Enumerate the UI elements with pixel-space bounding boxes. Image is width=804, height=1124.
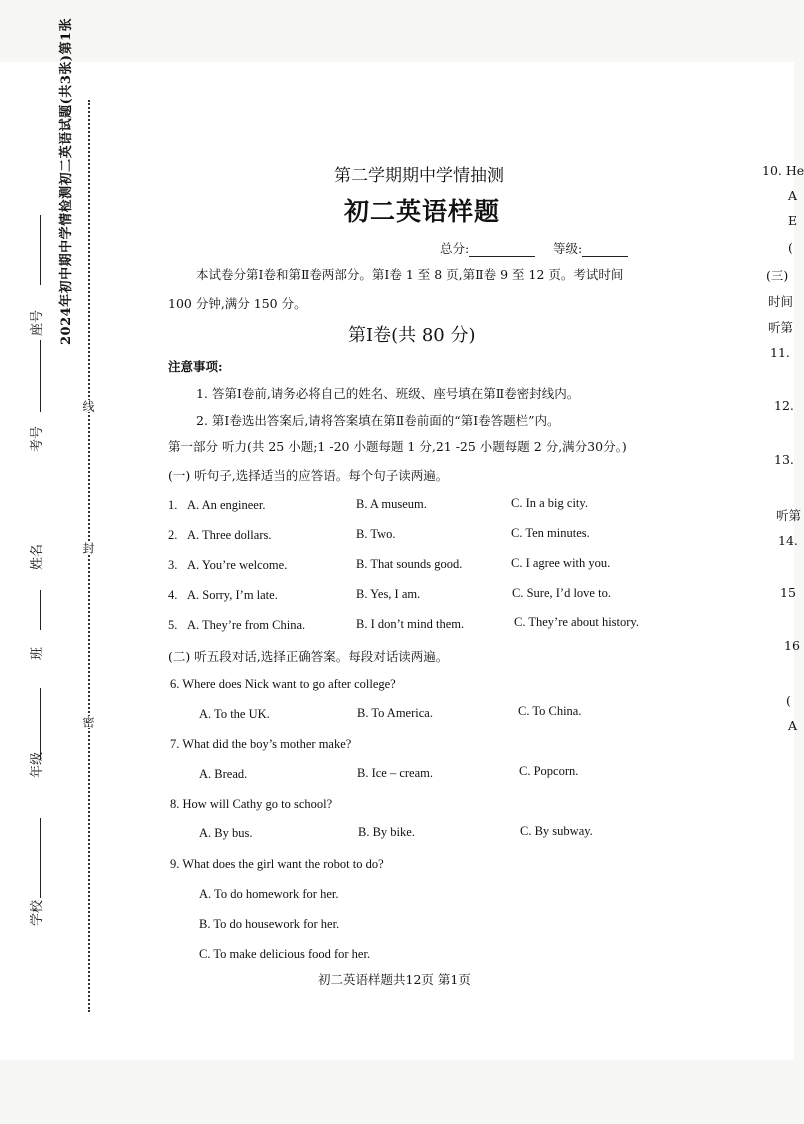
option-b[interactable]: B. I don’t mind them.: [356, 617, 465, 631]
exam-subtitle: 第二学期期中学情抽测: [334, 166, 504, 186]
section1-heading: (一) 听句子,选择适当的应答语。每个句子读两遍。: [168, 468, 449, 483]
option-b[interactable]: B. A museum.: [356, 497, 427, 511]
question-number: 2.: [168, 528, 178, 542]
notes-item: 2. 第Ⅰ卷选出答案后,请将答案填在第Ⅱ卷前面的“第Ⅰ卷答题栏”内。: [196, 413, 560, 428]
next-page-fragment: 听第: [776, 508, 802, 523]
option-b[interactable]: B. By bike.: [358, 825, 415, 839]
name-blank-line[interactable]: [40, 590, 41, 630]
question-text: 9. What does the girl want the robot to do?: [170, 857, 384, 871]
option-b[interactable]: B. To do housework for her.: [199, 917, 340, 931]
option-a[interactable]: A. Bread.: [199, 767, 248, 781]
next-page-fragment: 听第: [768, 320, 794, 335]
margin-seat-label: 座号: [30, 309, 45, 336]
option-c[interactable]: C. Ten minutes.: [511, 526, 590, 540]
seal-seal-label: 封: [81, 542, 95, 554]
next-page-fragment: 16: [784, 638, 800, 653]
question-text: 7. What did the boy’s mother make?: [170, 737, 352, 751]
option-a[interactable]: A. An engineer.: [187, 498, 266, 512]
grade-label: 等级:: [553, 241, 583, 256]
option-a[interactable]: A. By bus.: [199, 826, 253, 840]
next-page-fragment: 15: [780, 585, 796, 600]
option-c[interactable]: C. They’re about history.: [514, 615, 639, 629]
question-number: 4.: [168, 588, 178, 602]
option-c[interactable]: C. I agree with you.: [511, 556, 611, 570]
next-page-fragment: A: [788, 188, 798, 203]
part1-heading: 第一部分 听力(共 25 小题;1 -20 小题每题 1 分,21 -25 小题每题 2 分,满分30分。): [168, 439, 627, 454]
question-number: 5.: [168, 618, 178, 632]
next-page-fragment: (三): [766, 268, 789, 283]
grade-blank-line[interactable]: [40, 818, 41, 898]
intro-line-1: 本试卷分第Ⅰ卷和第Ⅱ卷两部分。第Ⅰ卷 1 至 8 页,第Ⅱ卷 9 至 12 页。考试时间: [196, 267, 624, 282]
question-number: 3.: [168, 558, 178, 572]
volume-title: 第Ⅰ卷(共 80 分): [348, 325, 476, 346]
option-a[interactable]: A. Sorry, I’m late.: [187, 588, 278, 602]
section2-heading: (二) 听五段对话,选择正确答案。每段对话读两遍。: [168, 649, 449, 664]
option-c[interactable]: C. In a big city.: [511, 496, 588, 510]
option-c[interactable]: C. Sure, I’d love to.: [512, 586, 611, 600]
option-a[interactable]: A. You’re welcome.: [187, 558, 288, 572]
margin-exam-title: 2024年初中期中学情检测初二英语试题(共3张)第1张: [59, 17, 74, 345]
option-c[interactable]: C. Popcorn.: [519, 764, 579, 778]
option-c[interactable]: C. To make delicious food for her.: [199, 947, 371, 961]
intro-line-2: 100 分钟,满分 150 分。: [168, 296, 307, 311]
option-a[interactable]: A. Three dollars.: [187, 528, 272, 542]
next-page-fragment: (: [786, 693, 791, 708]
option-c[interactable]: C. By subway.: [520, 824, 593, 838]
next-page-fragment: 10. He: [762, 163, 804, 178]
next-page-fragment: 13.: [774, 452, 794, 467]
margin-name-label: 姓名: [30, 543, 45, 570]
grade-blank[interactable]: [582, 242, 628, 257]
question-text: 6. Where does Nick want to go after college?: [170, 677, 396, 691]
margin-grade-label: 年级: [30, 751, 45, 778]
notes-heading: 注意事项:: [168, 359, 223, 374]
option-b[interactable]: B. Two.: [356, 527, 396, 541]
seal-line-label: 线: [81, 400, 95, 412]
next-page-fragment: 11.: [770, 345, 790, 360]
next-page-fragment: 时间: [768, 294, 794, 309]
margin-class-label: 班: [30, 646, 45, 660]
seal-secret-label: 密: [81, 716, 95, 728]
margin-school-label: 学校: [30, 899, 45, 926]
total-score-label: 总分:: [440, 241, 470, 256]
option-b[interactable]: B. Ice – cream.: [357, 766, 434, 780]
option-b[interactable]: B. Yes, I am.: [356, 587, 421, 601]
option-b[interactable]: B. To America.: [357, 706, 433, 720]
seal-dotted-line: [88, 100, 90, 1012]
question-number: 1.: [168, 498, 178, 512]
seat-blank-line[interactable]: [40, 215, 41, 285]
next-page-fragment: 14.: [778, 533, 798, 548]
notes-item: 1. 答第Ⅰ卷前,请务必将自己的姓名、班级、座号填在第Ⅱ卷密封线内。: [196, 386, 580, 401]
exam-title: 初二英语样题: [344, 197, 501, 226]
margin-exam-number-label: 考号: [30, 425, 45, 452]
option-a[interactable]: A. They’re from China.: [187, 618, 306, 632]
next-page-fragment: 12.: [774, 398, 794, 413]
next-page-fragment: E: [788, 213, 798, 228]
option-a[interactable]: A. To do homework for her.: [199, 887, 339, 901]
total-score-blank[interactable]: [469, 242, 535, 257]
grade-field: [553, 239, 628, 257]
next-page-fragment: (: [788, 240, 793, 255]
exam-number-blank-line[interactable]: [40, 340, 41, 412]
next-page-fragment: A: [788, 718, 798, 733]
option-c[interactable]: C. To China.: [518, 704, 582, 718]
option-b[interactable]: B. That sounds good.: [356, 557, 463, 571]
class-blank-line[interactable]: [40, 688, 41, 760]
total-score-field: [440, 239, 535, 257]
page-footer: 初二英语样题共12页 第1页: [318, 972, 471, 987]
option-a[interactable]: A. To the UK.: [199, 707, 270, 721]
question-text: 8. How will Cathy go to school?: [170, 797, 333, 811]
